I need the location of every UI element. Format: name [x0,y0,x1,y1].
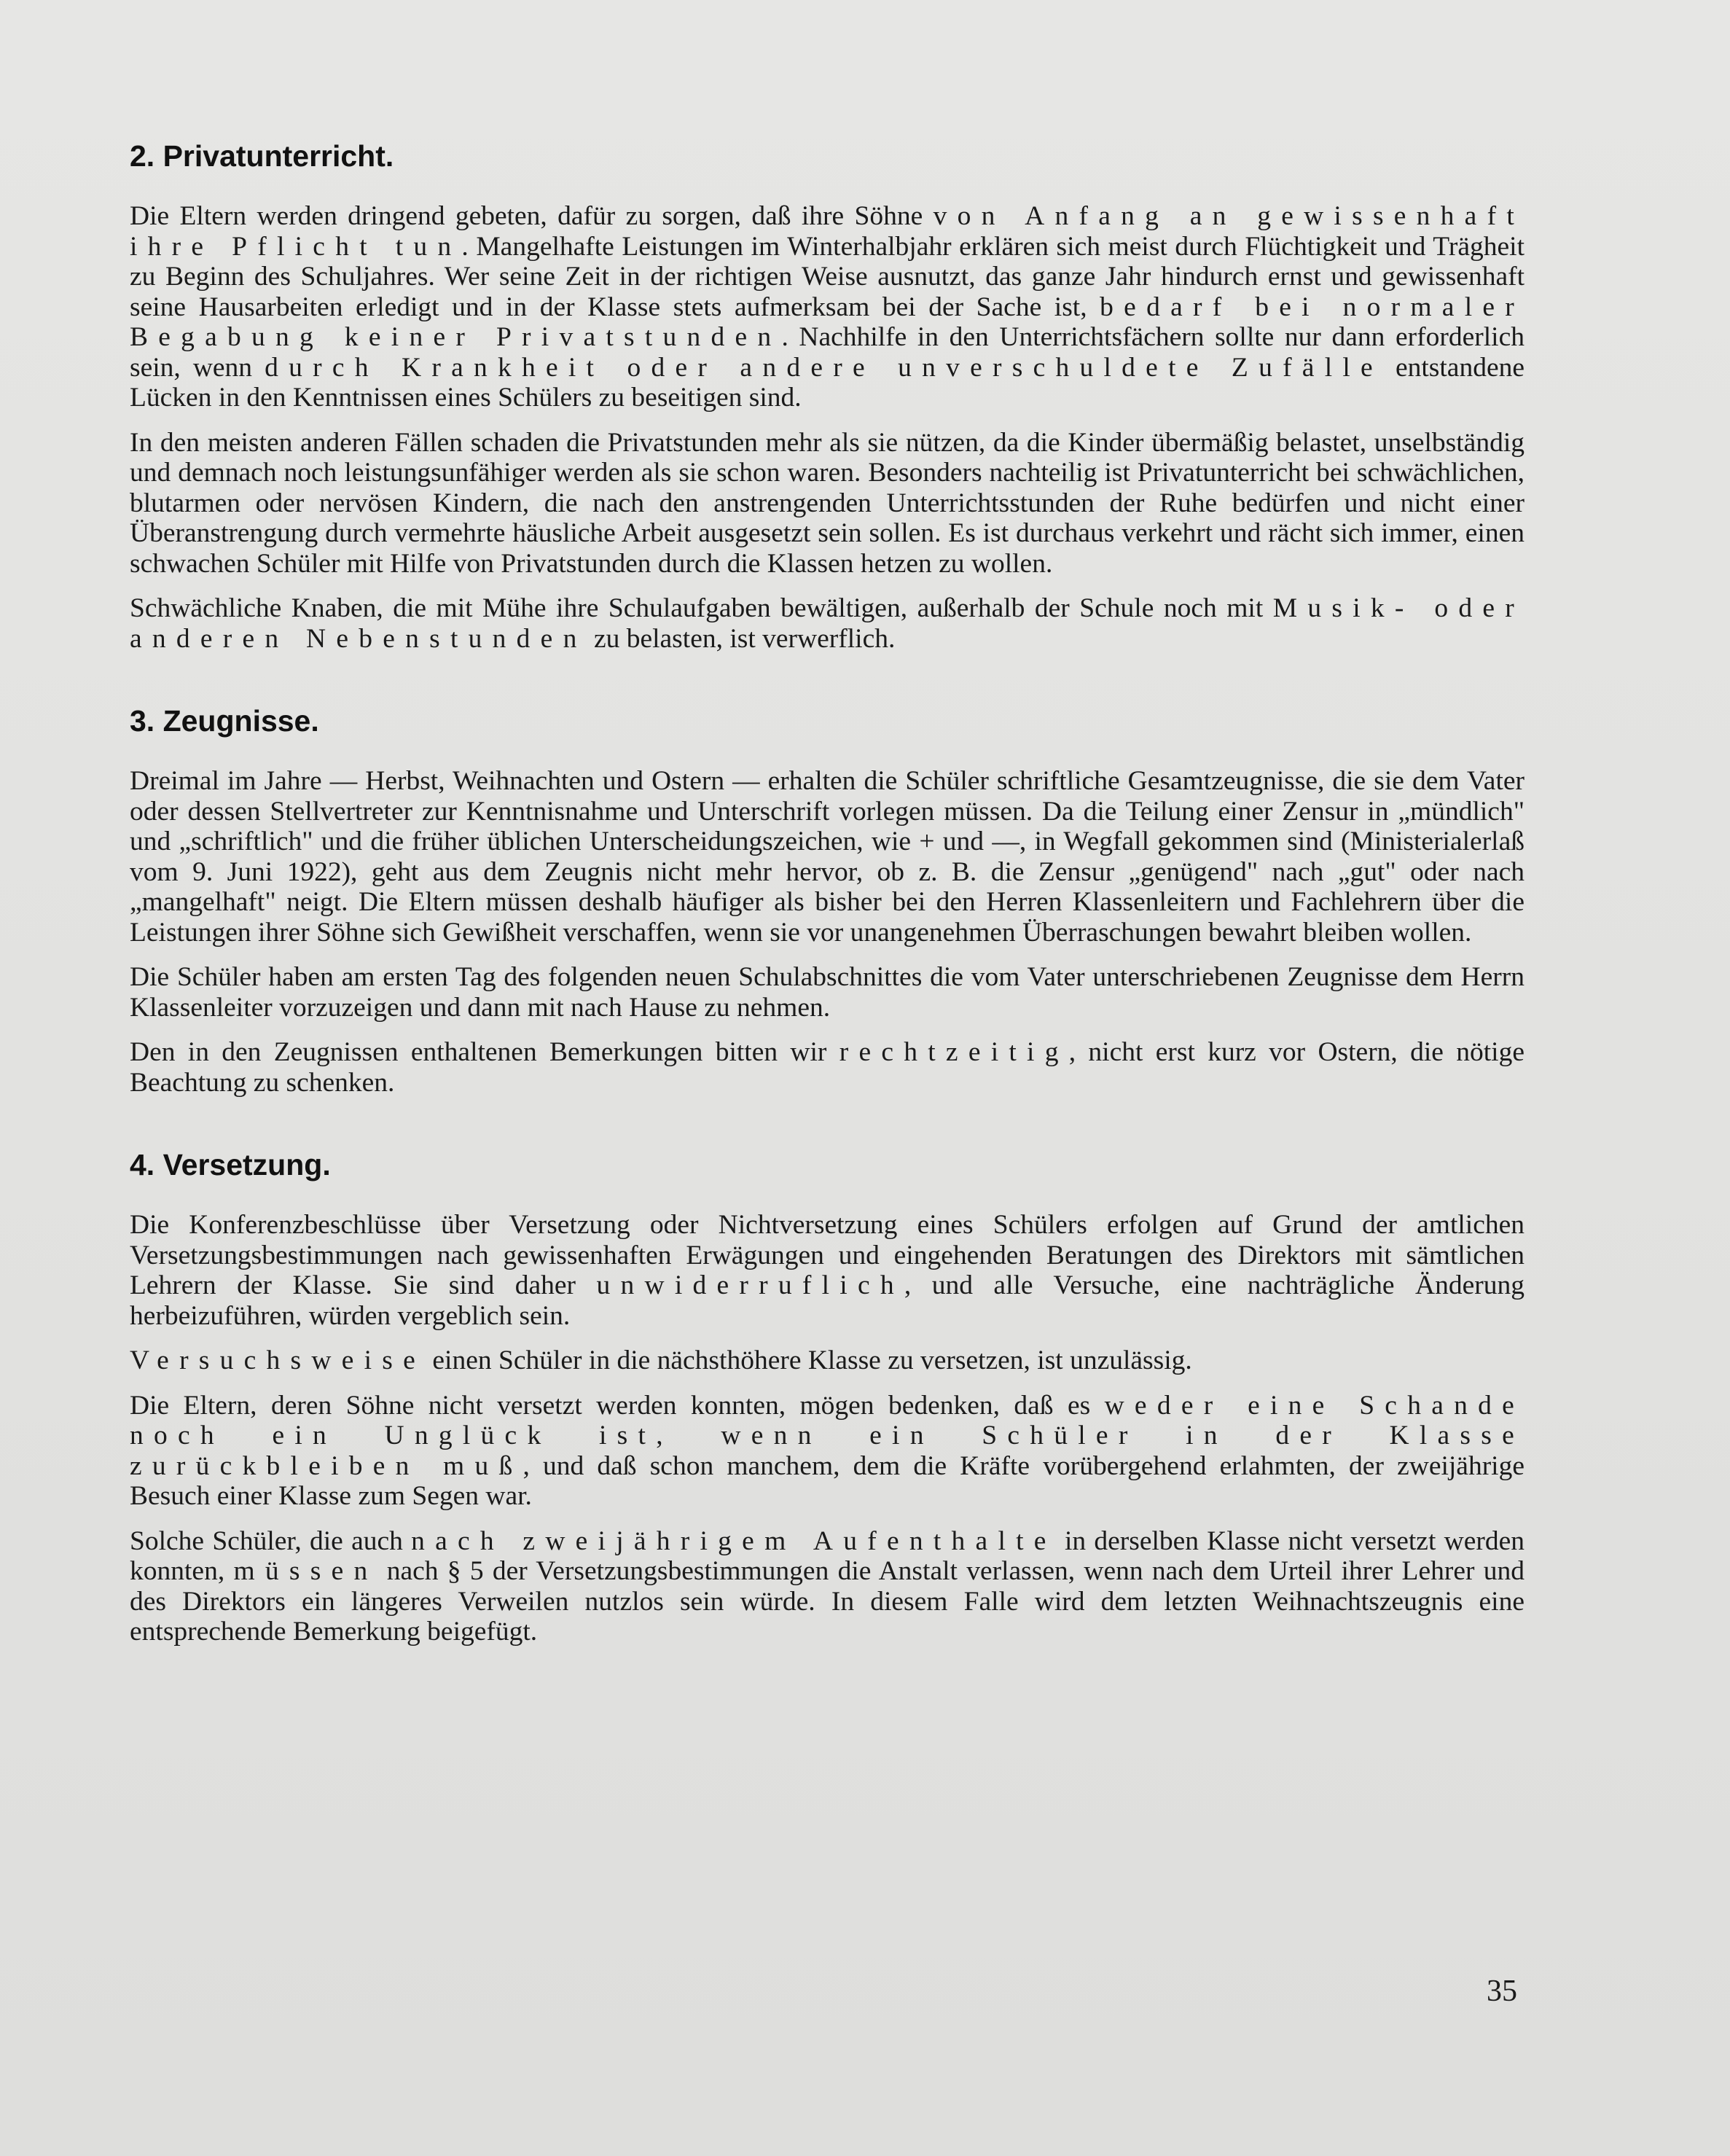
emphasis-spaced: Musik- oder anderen Nebenstunden [130,593,1524,654]
paragraph [130,1345,1524,1376]
text-run: Schwächliche Knaben, die mit Mühe ihre Schulaufgaben bewältigen, außerhalb der Schule noch mit [130,593,1273,623]
text-run: , und alle Versuche, eine nachträgliche Änderung herbeizuführen, würden vergeblich sein. [130,1270,1524,1331]
text-run: Dreimal im Jahre — Herbst, Weihnachten und Ostern — erhalten die Schüler schriftliche Gesamtzeugnisse, die sie dem Vater oder dessen Stellvertreter zur Kenntnisnahme und Unterschrift vorlegen müssen. Da die Teilung einer Zensur in „mündlich" und „schriftlich" und die früher üblichen Unterscheidungszeichen, wie + und —, in Wegfall gekommen sind (Ministerialerlaß vom 9. Juni 1922), geht aus dem Zeugnis nicht mehr hervor, ob z. B. die Zensur „genügend" nach „gut" oder nach „mangelhaft" neigt. Die Eltern müssen deshalb häufiger als bisher bei den Herren Klassenleitern und Fachlehrern über die Leistungen ihrer Söhne sich Gewißheit verschaffen, wenn sie vor unangenehmen Überraschungen bewahrt bleiben wollen. [130,766,1524,948]
text-column [130,138,1524,1662]
paragraph [130,962,1524,1023]
text-run: Den in den Zeugnissen enthaltenen Bemerkungen bitten wir [130,1037,839,1067]
text-run: nach § 5 der Versetzungsbestimmungen die Anstalt verlassen, wenn nach dem Urteil ihrer Lehrer und des Direktors ein längeres Verweilen nutzlos sein würde. In diesem Falle wird dem letzten Weihnachtszeugnis eine entsprechende Bemerkung beigefügt. [130,1556,1524,1647]
emphasis-spaced: von Anfang an gewissenhaft ihre Pflicht tun [130,201,1524,262]
emphasis-spaced: nach zweijährigem Aufenthalte [411,1526,1057,1556]
text-run: , nicht erst kurz vor Ostern, die nötige Beachtung zu schenken. [130,1037,1524,1098]
text-run: . Mangelhafte Leistungen im Winterhalbjahr erklären sich meist durch Flüchtigkeit und Trägheit zu Beginn des Schuljahres. Wer seine Zeit in der richtigen Weise ausnutzt, das ganze Jahr hindurch ernst und gewissenhaft seine Hausarbeiten erledigt und in der Klasse stets aufmerksam bei der Sache ist, [130,231,1524,322]
text-run: Die Schüler haben am ersten Tag des folgenden neuen Schulabschnittes die vom Vater unterschriebenen Zeugnisse dem Herrn Klassenleiter vorzuzeigen und dann mit nach Hause zu nehmen. [130,962,1524,1023]
emphasis-spaced: weder eine Schande noch ein Unglück ist, wenn ein Schüler in der Klasse zurückbleiben muß [130,1390,1524,1481]
paragraph [130,428,1524,579]
emphasis-spaced: müssen [233,1556,378,1586]
text-run: entstandene Lücken in den Kenntnissen eines Schülers zu beseitigen sind. [130,352,1524,413]
text-run: Solche Schüler, die auch [130,1526,412,1556]
paragraph [130,1391,1524,1512]
emphasis-spaced: Versuchsweise [130,1345,426,1375]
emphasis-spaced: durch Krankheit oder andere unverschuldete Zufälle [265,352,1383,383]
text-run: . Nachhilfe in den Unterrichtsfächern sollte nur dann erforderlich sein, wenn [130,322,1524,383]
paragraph [130,1526,1524,1647]
paragraph [130,1037,1524,1098]
text-run: Die Eltern werden dringend gebeten, dafür zu sorgen, daß ihre Söhne [130,201,934,231]
text-run: , und daß schon manchem, dem die Kräfte vorübergehend erlahmten, der zweijährige Besuch einer Klasse zum Segen war. [130,1450,1524,1511]
paragraph [130,766,1524,948]
paragraph [130,201,1524,413]
paragraph [130,1210,1524,1331]
text-run: Die Eltern, deren Söhne nicht versetzt werden konnten, mögen bedenken, daß es [130,1390,1105,1421]
page-number: 35 [1487,1975,1517,2008]
paragraph [130,593,1524,654]
emphasis-spaced: unwiderruflich [596,1270,904,1300]
text-run: Die Konferenzbeschlüsse über Versetzung oder Nichtversetzung eines Schülers erfolgen auf Grund der amtlichen Versetzungsbestimmungen nach gewissenhaften Erwägungen und eingehenden Beratungen des Direktors mit sämtlichen Lehrern der Klasse. Sie sind daher [130,1210,1524,1300]
section-heading: 3. Zeugnisse. [130,704,319,738]
emphasis-spaced: rechtzeitig [839,1037,1069,1067]
text-run: einen Schüler in die nächsthöhere Klasse zu versetzen, ist unzulässig. [426,1345,1192,1375]
emphasis-spaced: bedarf bei normaler Begabung keiner Privatstunden [130,292,1524,352]
section-heading: 2. Privatunterricht. [130,139,394,173]
text-run: zu belasten, ist verwerflich. [587,623,896,654]
text-run: In den meisten anderen Fällen schaden die Privatstunden mehr als sie nützen, da die Kinder übermäßig belastet, unselbständig und demnach noch leistungsunfähiger werden als sie schon waren. Besonders nachteilig ist Privatunterricht bei schwächlichen, blutarmen oder nervösen Kindern, die nach den anstrengenden Unterrichtsstunden der Ruhe bedürfen und nicht einer Überanstrengung durch vermehrte häusliche Arbeit ausgesetzt sein sollen. Es ist durchaus verkehrt und rächt sich immer, einen schwachen Schüler mit Hilfe von Privatstunden durch die Klassen hetzen zu wollen. [130,427,1524,579]
section-heading: 4. Versetzung. [130,1148,331,1181]
text-run: in derselben Klasse nicht versetzt werden konnten, [130,1526,1524,1586]
